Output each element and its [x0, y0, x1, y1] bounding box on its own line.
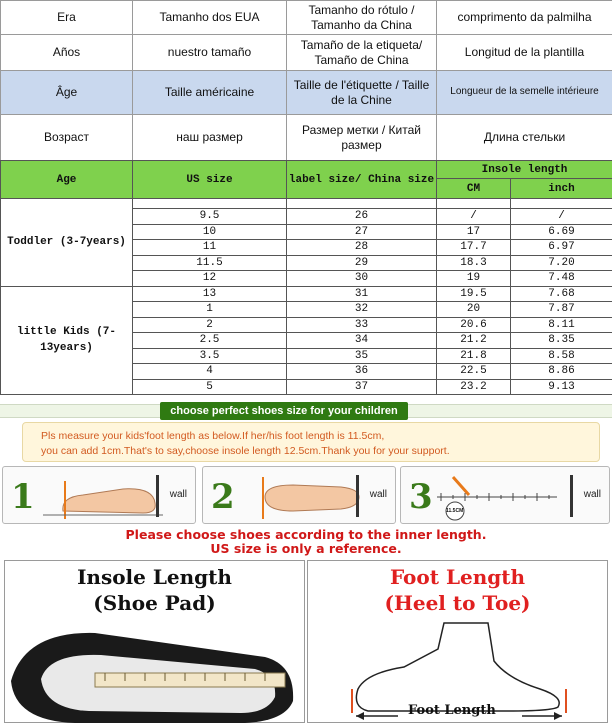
label-size-cell: 26	[287, 209, 437, 225]
foot-top-illustration	[203, 467, 397, 525]
step-number: 2	[211, 477, 235, 517]
tape-measure	[95, 673, 285, 687]
foot-measure-illustration	[308, 561, 609, 723]
foot-side-illustration	[3, 467, 197, 525]
header-cell: Taille américaine	[133, 71, 287, 115]
inch-cell: 8.58	[511, 348, 612, 364]
step-number: 1	[11, 477, 35, 517]
us-size-cell: 5	[133, 379, 287, 395]
foot-length-panel	[307, 560, 608, 723]
header-cell: Taille de l'étiquette / Taille de la Chine	[287, 71, 437, 115]
measure-instructions	[22, 422, 600, 462]
wall-line	[570, 475, 573, 517]
wall-label: wall	[369, 489, 387, 500]
label-size-cell: 31	[287, 286, 437, 302]
wall-label: wall	[169, 489, 187, 500]
us-size-cell: 4	[133, 364, 287, 380]
header-cell: Âge	[1, 71, 133, 115]
us-size-cell: 11	[133, 240, 287, 256]
foot-subtitle: (Heel to Toe)	[384, 591, 531, 615]
header-cell: Tamaño de la etiqueta/ Tamaño de China	[287, 35, 437, 71]
insole-length-panel	[4, 560, 305, 723]
cm-cell: 23.2	[437, 379, 511, 395]
foot-outline	[356, 623, 559, 711]
cm-cell: 22.5	[437, 364, 511, 380]
step-3-panel	[400, 466, 610, 524]
header-cell: comprimento da palmilha	[437, 1, 612, 35]
insole-title: Insole Length	[77, 565, 232, 589]
pencil-icon	[453, 477, 469, 495]
cm-cell: 20	[437, 302, 511, 318]
cm-cell: 19	[437, 271, 511, 287]
us-size-cell: 11.5	[133, 255, 287, 271]
label-size-column-header: label size/ China size	[287, 161, 437, 199]
empty-cell	[287, 199, 437, 209]
wall-label: wall	[583, 489, 601, 500]
cm-cell: 21.8	[437, 348, 511, 364]
empty-cell	[133, 199, 287, 209]
table-row	[1, 199, 612, 209]
header-cell: Tamanho do rótulo / Tamanho da China	[287, 1, 437, 35]
cm-cell: 17.7	[437, 240, 511, 256]
empty-cell	[511, 199, 612, 209]
label-size-cell: 32	[287, 302, 437, 318]
guide-banner: choose perfect shoes size for your children	[160, 402, 408, 420]
us-size-cell: 13	[133, 286, 287, 302]
header-cell: Длина стельки	[437, 115, 612, 161]
cm-cell: 20.6	[437, 317, 511, 333]
us-size-cell: 9.5	[133, 209, 287, 225]
ruler-illustration	[401, 467, 611, 525]
size-chart-table	[0, 160, 612, 395]
wall-line	[156, 475, 159, 517]
instruction-line-2: you can add 1cm.That's to say,choose insole length 12.5cm.Thank you for your support.	[41, 445, 450, 457]
instruction-line-1: Pls measure your kids'foot length as below.If her/his foot length is 11.5cm,	[41, 430, 385, 442]
inch-cell: 8.11	[511, 317, 612, 333]
label-size-cell: 28	[287, 240, 437, 256]
table-row	[1, 286, 612, 302]
us-size-cell: 12	[133, 271, 287, 287]
us-size-column-header: US size	[133, 161, 287, 199]
size-warning	[0, 528, 612, 556]
inch-cell: 8.35	[511, 333, 612, 349]
header-row-russian	[1, 115, 612, 161]
insole-subtitle: (Shoe Pad)	[93, 591, 216, 615]
us-size-cell: 10	[133, 224, 287, 240]
header-row-portuguese	[1, 1, 612, 35]
header-cell: Размер метки / Китай размер	[287, 115, 437, 161]
cm-column-header: CM	[437, 179, 511, 199]
header-cell: наш размер	[133, 115, 287, 161]
header-cell: Años	[1, 35, 133, 71]
label-size-cell: 27	[287, 224, 437, 240]
inch-cell: 7.48	[511, 271, 612, 287]
inch-cell: 7.87	[511, 302, 612, 318]
insole-length-column-header: Insole length	[437, 161, 612, 179]
us-size-cell: 1	[133, 302, 287, 318]
step-2-panel	[202, 466, 396, 524]
inch-cell: 6.69	[511, 224, 612, 240]
label-size-cell: 34	[287, 333, 437, 349]
measurement-steps	[0, 466, 612, 524]
age-group-little-kids: little Kids (7-13years)	[1, 286, 133, 395]
inch-cell: 7.20	[511, 255, 612, 271]
foot-length-caption: Foot Length	[408, 703, 496, 718]
label-size-cell: 37	[287, 379, 437, 395]
header-row-spanish	[1, 35, 612, 71]
label-size-cell: 30	[287, 271, 437, 287]
header-cell: Возраст	[1, 115, 133, 161]
label-size-cell: 36	[287, 364, 437, 380]
us-size-cell: 2.5	[133, 333, 287, 349]
inch-cell: 7.68	[511, 286, 612, 302]
age-column-header: Age	[1, 161, 133, 199]
insole-measure-illustration	[5, 561, 306, 723]
wall-line	[356, 475, 359, 517]
step-number: 3	[409, 477, 433, 517]
header-cell: Longueur de la semelle intérieure	[437, 71, 612, 115]
header-cell: Tamanho dos EUA	[133, 1, 287, 35]
inch-cell: 9.13	[511, 379, 612, 395]
cm-cell: 17	[437, 224, 511, 240]
label-size-cell: 33	[287, 317, 437, 333]
label-size-cell: 29	[287, 255, 437, 271]
header-cell: Longitud de la plantilla	[437, 35, 612, 71]
foot-title: Foot Length	[389, 565, 526, 589]
us-size-cell: 3.5	[133, 348, 287, 364]
header-cell: nuestro tamaño	[133, 35, 287, 71]
header-row-french	[1, 71, 612, 115]
inch-column-header: inch	[511, 179, 612, 199]
step-1-panel	[2, 466, 196, 524]
multilingual-header-table	[0, 0, 612, 161]
inch-cell: /	[511, 209, 612, 225]
us-size-cell: 2	[133, 317, 287, 333]
empty-cell	[437, 199, 511, 209]
cm-cell: 18.3	[437, 255, 511, 271]
inch-cell: 8.86	[511, 364, 612, 380]
age-group-toddler: Toddler (3-7years)	[1, 199, 133, 287]
warning-line-1: Please choose shoes according to the inner length.	[125, 527, 487, 542]
measurement-guide	[0, 398, 612, 723]
cm-cell: /	[437, 209, 511, 225]
label-size-cell: 35	[287, 348, 437, 364]
warning-line-2: US size is only a reference.	[210, 541, 402, 556]
inch-cell: 6.97	[511, 240, 612, 256]
header-cell: Era	[1, 1, 133, 35]
ruler-reading: 11.5CM	[446, 508, 464, 514]
cm-cell: 19.5	[437, 286, 511, 302]
cm-cell: 21.2	[437, 333, 511, 349]
